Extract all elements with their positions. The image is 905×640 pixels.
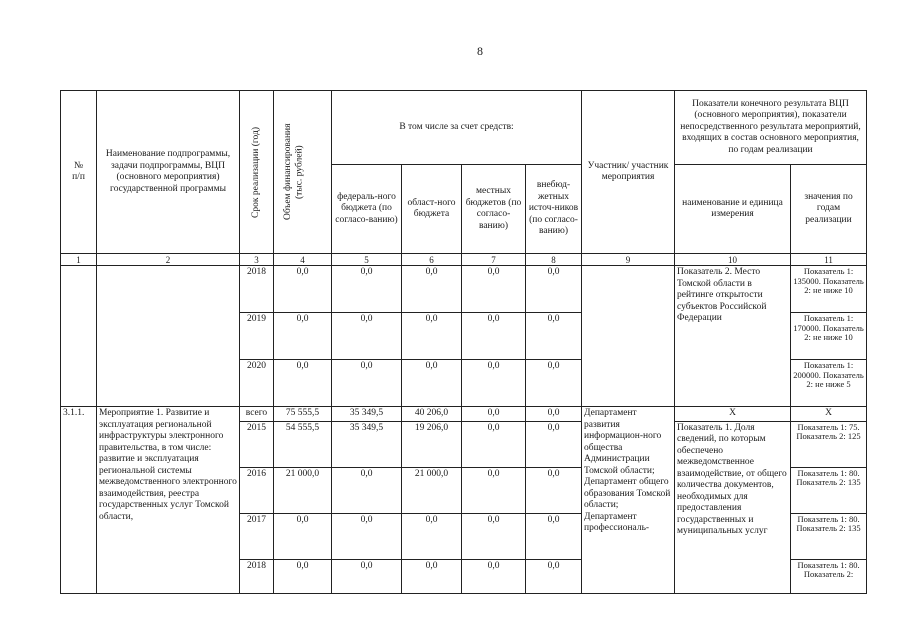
year-cell: 2015 [240,421,274,467]
header-extrabudget: внебюд-жетных источ-ников (по согласо-ванию) [526,165,582,254]
total-cell: 21 000,0 [274,467,332,513]
indicator-name-cell: Показатель 2. Место Томской области в рейтинге открытости субъектов Российской Федерации [675,266,791,407]
local-cell: 0,0 [462,360,526,407]
federal-cell: 35 349,5 [332,407,402,422]
regional-cell: 0,0 [402,513,462,559]
total-cell: 0,0 [274,513,332,559]
header-participant: Участник/ участник мероприятия [582,91,675,254]
col-num: 1 [61,254,97,266]
total-cell: 0,0 [274,266,332,313]
total-cell: 75 555,5 [274,407,332,422]
col-num: 4 [274,254,332,266]
federal-cell: 0,0 [332,360,402,407]
federal-cell: 0,0 [332,467,402,513]
local-cell: 0,0 [462,407,526,422]
indicator-values-cell: Показатель 1: 80. Показатель 2: 135 [791,467,867,513]
indicator-values-cell: Показатель 1: 80. Показатель 2: 135 [791,513,867,559]
indicator-values-x: X [791,407,867,422]
header-indicator-name: наименование и единица измерения [675,165,791,254]
indicator-name-cell: Показатель 1. Доля сведений, по которым обеспечено межведомственное взаимодействие, от общего количества документов, необходимых для предоставления государственных и муниципальных услуг [675,421,791,593]
local-cell: 0,0 [462,313,526,360]
indicator-values-cell: Показатель 1: 170000. Показатель 2: не ниже 10 [791,313,867,360]
year-cell: всего [240,407,274,422]
indicator-name-x: X [675,407,791,422]
header-volume-text: Объем финансирования (тыс. рублей) [282,123,304,221]
local-cell: 0,0 [462,266,526,313]
federal-cell: 0,0 [332,313,402,360]
local-cell: 0,0 [462,421,526,467]
indicator-values-cell: Показатель 1: 80. Показатель 2: [791,559,867,593]
header-number: № п/п [61,91,97,254]
regional-cell: 0,0 [402,559,462,593]
col-num: 7 [462,254,526,266]
header-volume [274,91,332,254]
total-cell: 0,0 [274,559,332,593]
col-num: 6 [402,254,462,266]
regional-cell: 40 206,0 [402,407,462,422]
col-num: 5 [332,254,402,266]
federal-cell: 0,0 [332,513,402,559]
total-cell: 0,0 [274,360,332,407]
col-num: 3 [240,254,274,266]
local-cell: 0,0 [462,467,526,513]
activity-name: Мероприятие 1. Развитие и эксплуатация региональной инфраструктуры электронного правительства, в том числе: развитие и эксплуатация региональной системы межведомственного электронного взаимодействия, реестра государственных услуг Томской области, [97,407,240,594]
participant-cell: Департамент развития информацион-ного общества Администрации Томской области; Департамент общего образования Томской области; Департамент профессиональ- [582,407,675,594]
extrabudget-cell: 0,0 [526,421,582,467]
extrabudget-cell: 0,0 [526,513,582,559]
year-cell: 2019 [240,313,274,360]
program-table [60,90,867,594]
header-local: местных бюджетов (по согласо-ванию) [462,165,526,254]
year-cell: 2018 [240,559,274,593]
federal-cell: 0,0 [332,559,402,593]
participant-empty [582,266,675,407]
local-cell: 0,0 [462,559,526,593]
regional-cell: 0,0 [402,360,462,407]
header-term-text: Срок реализации (год) [250,126,261,218]
local-cell: 0,0 [462,513,526,559]
extrabudget-cell: 0,0 [526,313,582,360]
header-indicator-values: значения по годам реализации [791,165,867,254]
indicator-values-cell: Показатель 1: 200000. Показатель 2: не ниже 5 [791,360,867,407]
header-indicators-group: Показатели конечного результата ВЦП (основного мероприятия), показатели непосредственного результата мероприятий, входящих в состав основного мероприятия, по годам реализации [675,91,867,165]
extrabudget-cell: 0,0 [526,360,582,407]
col-num: 10 [675,254,791,266]
header-term [240,91,274,254]
header-regional: област-ного бюджета [402,165,462,254]
regional-cell: 0,0 [402,313,462,360]
row-name-empty [97,266,240,407]
indicator-values-cell: Показатель 1: 135000. Показатель 2: не ниже 10 [791,266,867,313]
extrabudget-cell: 0,0 [526,559,582,593]
column-number-row [61,254,867,266]
regional-cell: 19 206,0 [402,421,462,467]
year-cell: 2017 [240,513,274,559]
federal-cell: 0,0 [332,266,402,313]
activity-number: 3.1.1. [61,407,97,594]
year-cell: 2020 [240,360,274,407]
table-row [61,266,867,313]
header-funding-group: В том числе за счет средств: [332,91,582,165]
year-cell: 2018 [240,266,274,313]
header-name: Наименование подпрограммы, задачи подпрограммы, ВЦП (основного мероприятия) государственной программы [97,91,240,254]
total-cell: 0,0 [274,313,332,360]
extrabudget-cell: 0,0 [526,266,582,313]
col-num: 2 [97,254,240,266]
col-num: 11 [791,254,867,266]
table-row-total [61,407,867,422]
col-num: 8 [526,254,582,266]
col-num: 9 [582,254,675,266]
regional-cell: 0,0 [402,266,462,313]
row-number-empty [61,266,97,407]
total-cell: 54 555,5 [274,421,332,467]
extrabudget-cell: 0,0 [526,467,582,513]
federal-cell: 35 349,5 [332,421,402,467]
page-number: 8 [477,44,483,58]
extrabudget-cell: 0,0 [526,407,582,422]
regional-cell: 21 000,0 [402,467,462,513]
year-cell: 2016 [240,467,274,513]
indicator-values-cell: Показатель 1: 75. Показатель 2: 125 [791,421,867,467]
header-federal: федераль-ного бюджета (по согласо-ванию) [332,165,402,254]
